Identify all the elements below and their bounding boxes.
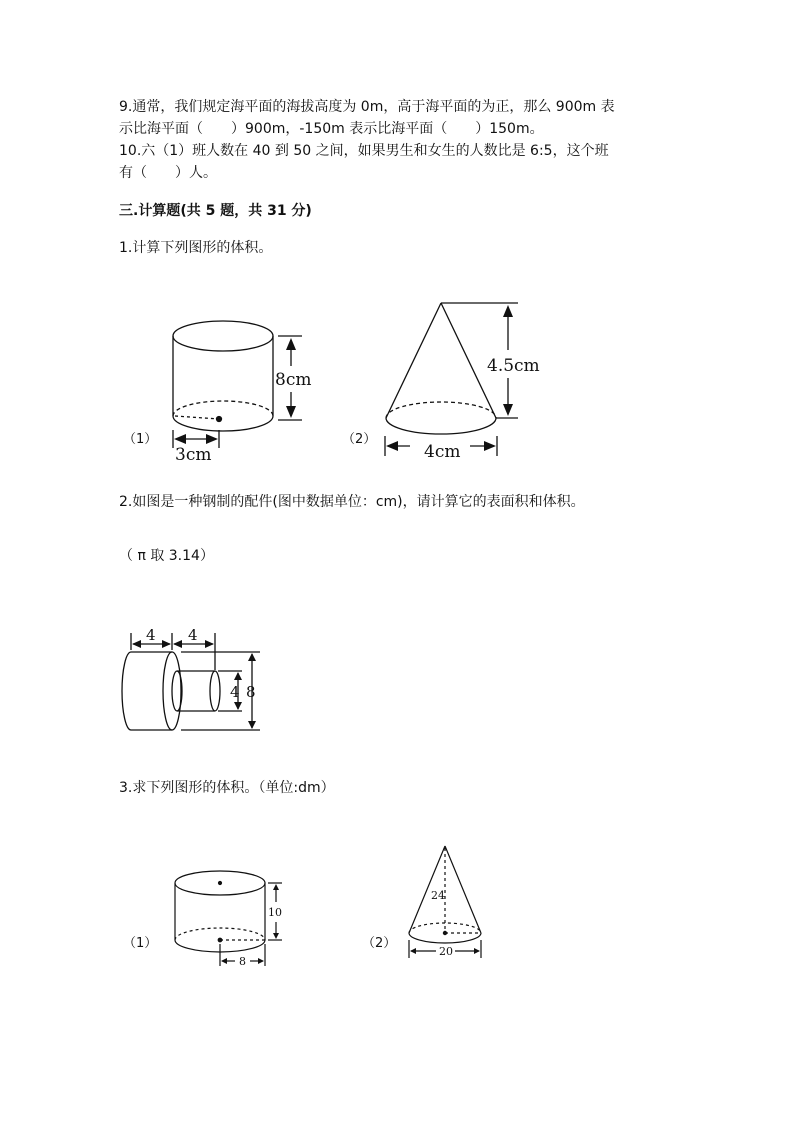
- q9-line-1: 9.通常，我们规定海平面的海拔高度为 0m，高于海平面的为正，那么 900m 表: [119, 99, 615, 115]
- q9-line-2: 示比海平面（ ）900m，-150m 表示比海平面（ ）150m。: [119, 121, 544, 137]
- fig1-label: （1）: [123, 432, 158, 447]
- cylinder-figure-3-1: [175, 871, 282, 966]
- problem-2-title: 2.如图是一种钢制的配件(图中数据单位：cm)，请计算它的表面积和体积。: [119, 494, 585, 510]
- q10-line-1: 10.六（1）班人数在 40 到 50 之间，如果男生和女生的人数比是 6:5，这个班: [119, 143, 609, 159]
- inner-diameter-label: 4: [230, 683, 240, 701]
- len-right-label: 4: [188, 626, 198, 644]
- q10-line-2: 有（ ）人。: [119, 165, 217, 181]
- len-left-label: 4: [146, 626, 156, 644]
- fig2-height-label: 4.5cm: [487, 356, 540, 376]
- fig3-2-label: （2）: [362, 936, 397, 951]
- fig3-2-diameter-label: 20: [439, 945, 453, 958]
- fig3-1-radius-label: 8: [239, 955, 246, 968]
- problem-3-title: 3.求下列图形的体积。（单位:dm）: [119, 780, 335, 796]
- fig1-height-label: 8cm: [275, 370, 312, 390]
- problem-1-title: 1.计算下列图形的体积。: [119, 240, 273, 256]
- outer-diameter-label: 8: [246, 683, 256, 701]
- section-3-heading: 三.计算题(共 5 题，共 31 分): [119, 203, 312, 219]
- fig3-2-height-label: 24: [431, 889, 445, 902]
- cone-figure-3-2: [409, 846, 481, 958]
- fig3-1-height-label: 10: [268, 906, 282, 919]
- problem-2-note: （ π 取 3.14）: [119, 548, 214, 564]
- fig2-diameter-label: 4cm: [424, 442, 461, 462]
- fig2-label: （2）: [342, 432, 377, 447]
- fig1-radius-label: 3cm: [175, 445, 212, 465]
- fig3-1-label: （1）: [123, 936, 158, 951]
